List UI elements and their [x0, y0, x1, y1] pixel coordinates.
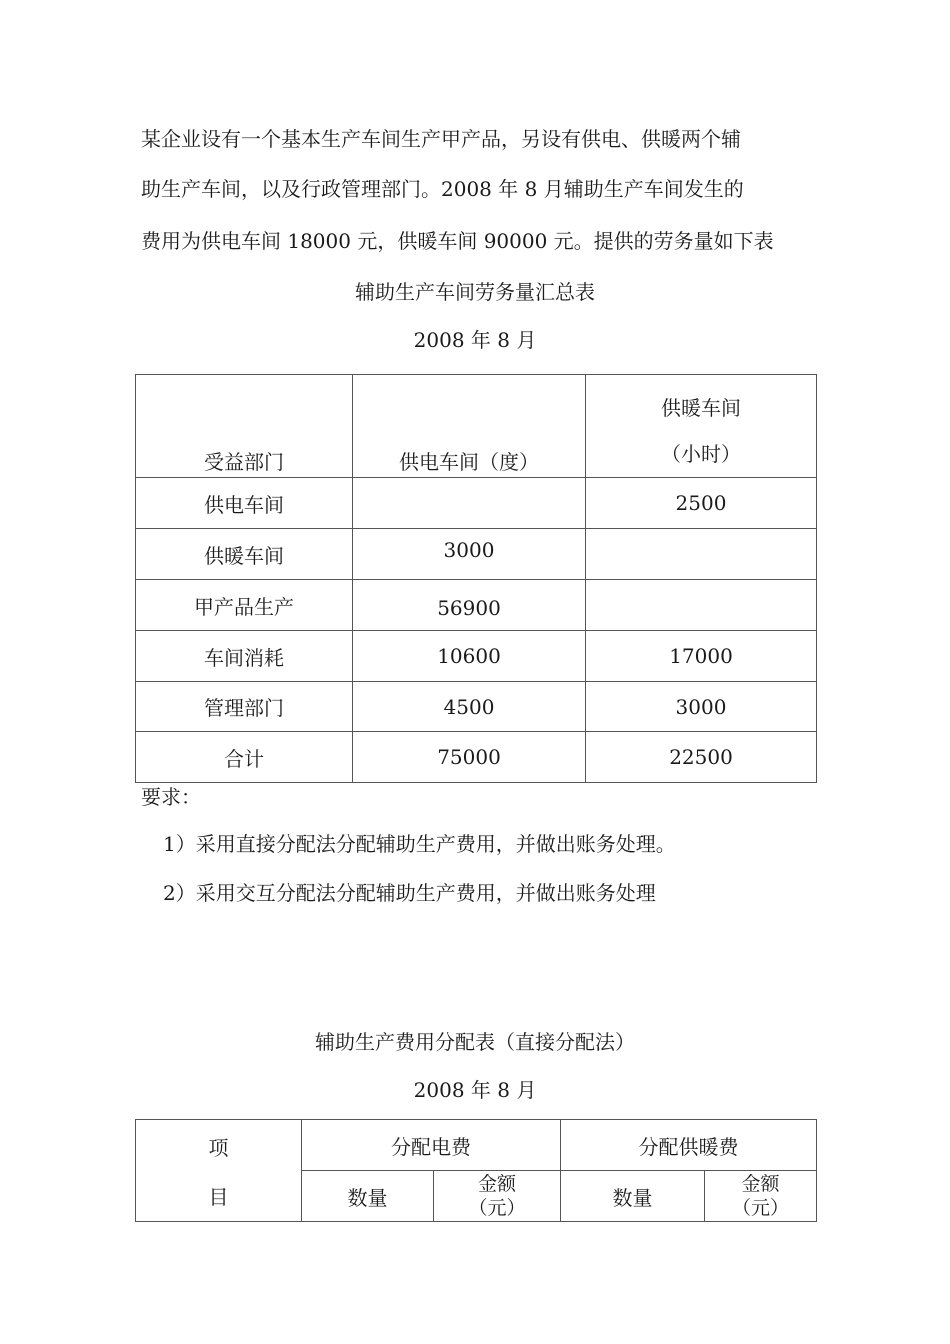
amount-label: 金额	[741, 1173, 780, 1195]
table-row	[136, 580, 817, 631]
table-subheader-row	[136, 1171, 817, 1222]
header-item-bottom: 目	[136, 1171, 302, 1222]
intro-line-1: 某企业设有一个基本生产车间生产甲产品，另设有供电、供暖两个辅	[141, 127, 741, 151]
requirement-item-1: 1）采用直接分配法分配辅助生产费用，并做出账务处理。	[163, 832, 676, 856]
header-dept: 受益部门	[136, 375, 353, 478]
header-heat-allocation: 分配供暖费	[561, 1120, 817, 1171]
row-power	[353, 478, 586, 529]
table2-date: 2008 年 8 月	[413, 1078, 537, 1102]
header-item-top: 项	[136, 1120, 302, 1171]
row-power: 10600	[353, 631, 586, 682]
table-row	[136, 478, 817, 529]
row-dept: 供暖车间	[136, 529, 353, 580]
table-row-total	[136, 732, 817, 783]
header-heat-amount	[705, 1171, 817, 1222]
table-row	[136, 529, 817, 580]
row-heat: 3000	[586, 682, 817, 732]
intro-line-2: 助生产车间，以及行政管理部门。2008 年 8 月辅助生产车间发生的	[141, 177, 744, 201]
intro-line-3: 费用为供电车间 18000 元，供暖车间 90000 元。提供的劳务量如下表	[141, 229, 774, 253]
row-heat: 17000	[586, 631, 817, 682]
amount-unit: （元）	[468, 1197, 526, 1219]
table2-title: 辅助生产费用分配表（直接分配法）	[315, 1030, 635, 1054]
row-heat	[586, 580, 817, 631]
amount-label: 金额	[477, 1173, 516, 1195]
header-heat-line2: （小时）	[661, 442, 741, 466]
table1-title: 辅助生产车间劳务量汇总表	[355, 280, 595, 304]
requirement-item-2: 2）采用交互分配法分配辅助生产费用，并做出账务处理	[163, 881, 656, 905]
row-dept: 合计	[136, 732, 353, 783]
row-heat: 2500	[586, 478, 817, 529]
header-heat	[586, 375, 817, 478]
header-heat-qty: 数量	[561, 1171, 705, 1222]
labor-summary-table	[135, 374, 817, 783]
row-power: 56900	[353, 580, 586, 631]
table1-date: 2008 年 8 月	[413, 328, 537, 352]
row-dept: 车间消耗	[136, 631, 353, 682]
amount-unit: （元）	[731, 1197, 789, 1219]
table-header-row	[136, 1120, 817, 1171]
header-power-amount	[434, 1171, 561, 1222]
header-power-allocation: 分配电费	[302, 1120, 561, 1171]
row-dept: 管理部门	[136, 682, 353, 732]
header-power: 供电车间（度）	[353, 375, 586, 478]
table-row	[136, 682, 817, 732]
row-dept: 供电车间	[136, 478, 353, 529]
requirements-heading: 要求：	[141, 785, 201, 809]
row-heat	[586, 529, 817, 580]
header-power-qty: 数量	[302, 1171, 434, 1222]
allocation-table	[135, 1119, 817, 1222]
row-dept: 甲产品生产	[136, 580, 353, 631]
row-power: 3000	[353, 529, 586, 580]
table-header-row	[136, 375, 817, 478]
table-row	[136, 631, 817, 682]
row-power: 4500	[353, 682, 586, 732]
header-heat-line1: 供暖车间	[661, 396, 741, 420]
row-power: 75000	[353, 732, 586, 783]
row-heat: 22500	[586, 732, 817, 783]
